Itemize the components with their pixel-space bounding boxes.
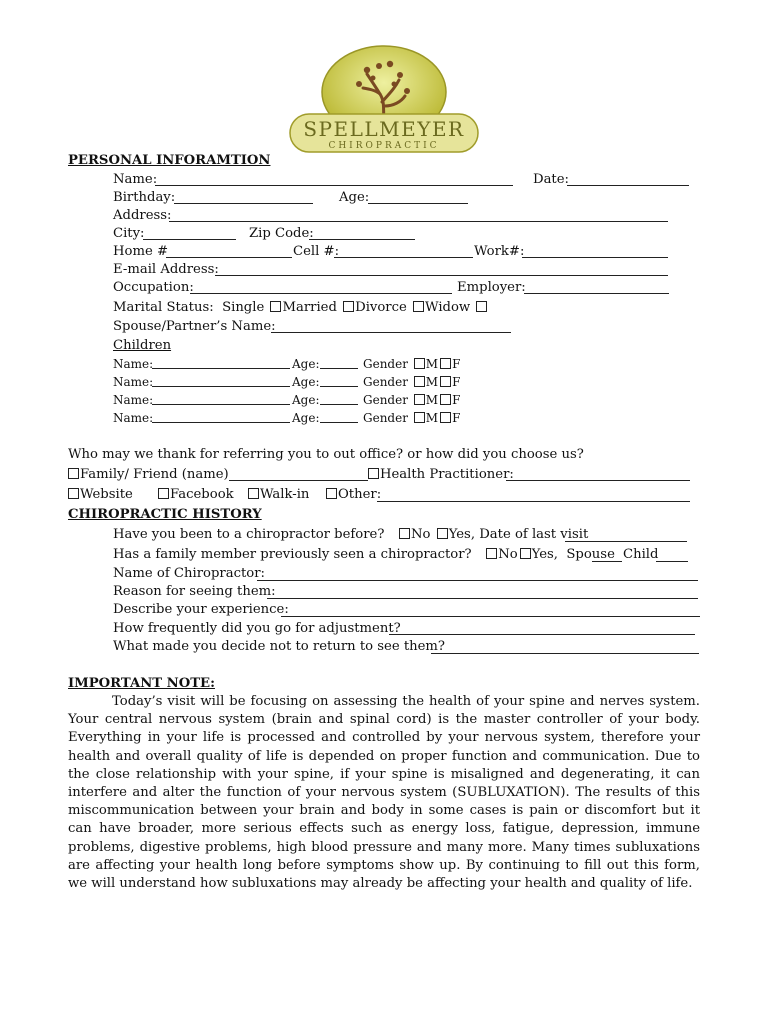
q2-no-label: No xyxy=(498,547,518,562)
divorce-label: Divorce xyxy=(355,300,407,315)
male-checkbox[interactable] xyxy=(414,412,425,423)
child-age-field[interactable] xyxy=(320,422,358,423)
child-name-field[interactable] xyxy=(152,368,290,369)
male-checkbox[interactable] xyxy=(414,358,425,369)
occupation-field[interactable] xyxy=(190,293,452,294)
birthday-label: Birthday: xyxy=(113,190,176,205)
email-field[interactable] xyxy=(215,275,668,276)
walkin-label: Walk-in xyxy=(260,487,310,502)
frequency-label: How frequently did you go for adjustment? xyxy=(113,621,401,636)
child-option-label: Child xyxy=(623,547,659,562)
female-checkbox[interactable] xyxy=(440,394,451,405)
q2-no-checkbox[interactable] xyxy=(486,548,497,559)
spouse-field[interactable] xyxy=(271,332,511,333)
website-option xyxy=(68,486,133,504)
facebook-label: Facebook xyxy=(170,487,234,502)
male-label: M xyxy=(425,357,439,371)
address-field[interactable] xyxy=(169,221,668,222)
email-label: E-mail Address: xyxy=(113,262,219,277)
q1-yes-label: Yes, xyxy=(448,527,476,542)
divorce-checkbox[interactable] xyxy=(343,301,354,312)
female-checkbox[interactable] xyxy=(440,358,451,369)
female-checkbox[interactable] xyxy=(440,376,451,387)
child-gender-label: Gender xyxy=(363,393,408,407)
q1-no-checkbox[interactable] xyxy=(399,528,410,539)
q2-yes-checkbox[interactable] xyxy=(520,548,531,559)
walkin-option xyxy=(248,486,309,504)
employer-label: Employer: xyxy=(457,280,526,295)
child-field[interactable] xyxy=(656,561,688,562)
work-field[interactable] xyxy=(522,257,668,258)
reason-label: Reason for seeing them: xyxy=(113,584,276,599)
note-body xyxy=(68,693,700,893)
zip-field[interactable] xyxy=(309,239,415,240)
q1-no-label: No xyxy=(411,527,431,542)
zip-label: Zip Code: xyxy=(249,226,314,241)
health-option xyxy=(368,466,514,484)
other-option xyxy=(326,486,381,504)
q1-yes-checkbox[interactable] xyxy=(437,528,448,539)
child-age-field[interactable] xyxy=(320,368,358,369)
history-q2-label: Has a family member previously seen a chiropractor? xyxy=(113,547,472,562)
male-label: M xyxy=(425,375,439,389)
marital-label: Marital Status: xyxy=(113,300,214,315)
history-q2-row xyxy=(113,546,615,564)
walkin-checkbox[interactable] xyxy=(248,488,259,499)
not-return-label: What made you decide not to return to see them? xyxy=(113,639,445,654)
married-checkbox[interactable] xyxy=(270,301,281,312)
home-phone-label: Home # xyxy=(113,244,168,259)
child-gender-label: Gender xyxy=(363,375,408,389)
married-label: Married xyxy=(282,300,337,315)
spouse-label: Spouse/Partner’s Name: xyxy=(113,319,276,334)
age-label: Age: xyxy=(339,190,370,205)
child-gender-label: Gender xyxy=(363,357,408,371)
birthday-field[interactable] xyxy=(174,203,313,204)
child-name-label: Name: xyxy=(113,375,154,389)
website-label: Website xyxy=(80,487,133,502)
home-phone-field[interactable] xyxy=(166,257,292,258)
date-label: Date: xyxy=(533,172,569,187)
referral-question: Who may we thank for referring you to out office? or how did you choose us? xyxy=(68,447,584,462)
city-field[interactable] xyxy=(143,239,236,240)
female-label: F xyxy=(452,357,461,371)
family-option xyxy=(68,466,229,484)
other-field[interactable] xyxy=(377,501,690,502)
history-q1-label: Have you been to a chiropractor before? xyxy=(113,527,385,542)
last-visit-field[interactable] xyxy=(565,541,687,542)
history-q1-row xyxy=(113,526,588,544)
note-paragraph: Today’s visit will be focusing on assessing the health of your spine and nerves system. Your central nervous system (brain and spinal cord) is the master controller of your body. Everything in your life is processed and controlled by your nervous system, therefore your health and overall quality of life is depended on proper function and communication. Due to the close relationship with your spine, if your spine is misaligned and degenerating, it can interfere and alter the function of your nervous system (SUBLUXATION). The results of this miscommunication between your brain and body in some cases is pain or discomfort but it can have broader, more serious effects such as energy loss, fatigue, depression, immune problems, digestive problems, high blood pressure and many more. Many times subluxations are affecting your health long before symptoms show up. By continuing to fill out this form, we will understand how subluxations may already be affecting your health and quality of life. xyxy=(68,694,700,892)
family-label: Family/ Friend (name) xyxy=(80,467,229,482)
date-field[interactable] xyxy=(567,185,689,186)
frequency-field[interactable] xyxy=(389,634,695,635)
male-checkbox[interactable] xyxy=(414,394,425,405)
other-label: Other: xyxy=(338,487,382,502)
marital-status-row xyxy=(113,299,488,317)
note-heading: IMPORTANT NOTE: xyxy=(68,676,215,691)
chiro-name-label: Name of Chiropractor: xyxy=(113,566,265,581)
not-return-field[interactable] xyxy=(431,653,699,654)
facebook-option xyxy=(158,486,234,504)
family-name-field[interactable] xyxy=(229,480,368,481)
reason-field[interactable] xyxy=(267,598,698,599)
child-age-field[interactable] xyxy=(320,404,358,405)
describe-label: Describe your experience: xyxy=(113,602,289,617)
female-label: F xyxy=(452,393,461,407)
website-checkbox[interactable] xyxy=(68,488,79,499)
child-age-label: Age: xyxy=(292,393,320,407)
cell-field[interactable] xyxy=(334,257,473,258)
personal-heading: PERSONAL INFORAMTION xyxy=(68,153,271,168)
describe-field[interactable] xyxy=(281,616,700,617)
female-label: F xyxy=(452,375,461,389)
child-name-field[interactable] xyxy=(152,404,290,405)
family-checkbox[interactable] xyxy=(68,468,79,479)
female-label: F xyxy=(452,411,461,425)
widow-label: Widow xyxy=(425,300,471,315)
child-gender xyxy=(363,373,460,391)
child-age-label: Age: xyxy=(292,411,320,425)
male-label: M xyxy=(425,411,439,425)
cell-label: Cell #: xyxy=(293,244,340,259)
widow-checkbox[interactable] xyxy=(413,301,424,312)
spouse-option-label: Spouse xyxy=(566,547,615,562)
health-label: Health Practitioner: xyxy=(380,467,514,482)
spellmeyer-logo xyxy=(287,44,481,156)
chiro-name-field[interactable] xyxy=(257,580,698,581)
female-checkbox[interactable] xyxy=(440,412,451,423)
single-label: Single xyxy=(222,300,265,315)
child-name-field[interactable] xyxy=(152,386,290,387)
name-field[interactable] xyxy=(155,185,513,186)
city-label: City: xyxy=(113,226,145,241)
history-heading: CHIROPRACTIC HISTORY xyxy=(68,507,262,522)
last-visit-label: Date of last visit xyxy=(479,527,589,542)
health-checkbox[interactable] xyxy=(368,468,379,479)
male-label: M xyxy=(425,393,439,407)
work-label: Work#: xyxy=(474,244,525,259)
q2-yes-label: Yes, xyxy=(531,547,558,562)
child-age-label: Age: xyxy=(292,375,320,389)
occupation-label: Occupation: xyxy=(113,280,194,295)
facebook-checkbox[interactable] xyxy=(158,488,169,499)
child-gender-label: Gender xyxy=(363,411,408,425)
name-label: Name: xyxy=(113,172,158,187)
child-gender xyxy=(363,391,460,409)
employer-field[interactable] xyxy=(524,293,669,294)
children-heading: Children xyxy=(113,338,172,353)
age-field[interactable] xyxy=(368,203,468,204)
child-name-label: Name: xyxy=(113,393,154,407)
child-name-label: Name: xyxy=(113,357,154,371)
child-name-label: Name: xyxy=(113,411,154,425)
child-age-label: Age: xyxy=(292,357,320,371)
male-checkbox[interactable] xyxy=(414,376,425,387)
child-name-field[interactable] xyxy=(152,422,290,423)
address-label: Address: xyxy=(113,208,172,223)
spouse-field[interactable] xyxy=(592,561,622,562)
child-gender xyxy=(363,409,460,427)
logo-brand-text: SPELLMEYER xyxy=(303,117,465,141)
health-field[interactable] xyxy=(506,480,690,481)
child-age-field[interactable] xyxy=(320,386,358,387)
child-gender xyxy=(363,355,460,373)
widow-extra-checkbox[interactable] xyxy=(476,301,487,312)
logo-sub-text: CHIROPRACTIC xyxy=(328,141,440,151)
other-checkbox[interactable] xyxy=(326,488,337,499)
